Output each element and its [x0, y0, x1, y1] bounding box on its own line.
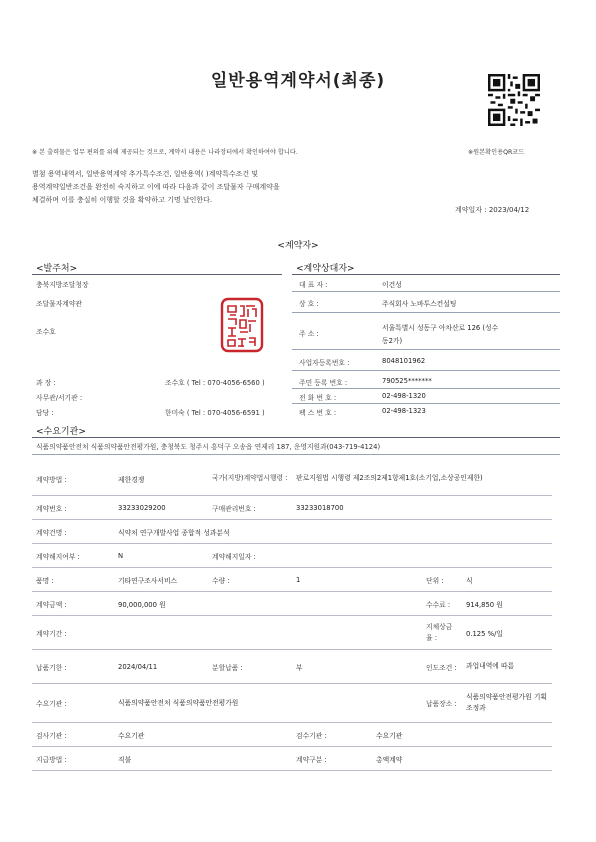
method-key: 계약방법 :	[32, 462, 114, 496]
address-label: 주 소 :	[299, 330, 319, 338]
table-row	[32, 592, 552, 616]
company-label: 상 호 :	[299, 300, 319, 308]
contractor-row-rule	[292, 291, 560, 292]
period-value	[114, 616, 372, 650]
staff-value: 한미숙 ( Tel : 070-4056-6591 )	[165, 409, 265, 417]
contractor-header: <계약상대자>	[296, 264, 355, 274]
delivery-cond-key: 인도조건 :	[422, 650, 462, 684]
fax-value: 02-498-1323	[382, 407, 426, 415]
parties-header: <계약자>	[277, 241, 319, 251]
address-value-1: 서울특별시 성동구 아차산로 126 (성수	[382, 324, 499, 332]
contractor-row-rule	[292, 312, 560, 313]
contract-no-key: 계약번호 :	[32, 496, 114, 520]
intro-line-2: 용역계약일반조건을 완전히 숙지하고 이에 따라 다음과 같이 조달물자 구매계약을	[32, 183, 280, 191]
contractor-row-rule	[292, 388, 560, 389]
contract-no-value: 33233029200	[114, 496, 208, 520]
demand-text: 식품의약품안전처 식품의약품안전평가원, 충청북도 청주시 흥덕구 오송읍 연제리 187, 운영지원과(043-719-4124)	[36, 443, 381, 451]
penalty-value: 0.125 %/일	[462, 616, 552, 650]
staff-label: 담당 :	[36, 409, 54, 417]
place-key: 납품장소 :	[422, 684, 462, 723]
cancel-value: N	[114, 544, 208, 568]
officer-label: 사무관/서기관 :	[36, 394, 83, 402]
intro-line-3: 체결하며 이를 충실히 이행할 것을 확약하고 기명 날인한다.	[32, 196, 213, 204]
demand-value: 식품의약품안전처 식품의약품안전평가원	[114, 684, 292, 723]
orderer-org: 충북지방조달청장	[36, 281, 89, 289]
table-row	[32, 747, 552, 771]
intro-line-1: 별첨 용역내역서, 일반용역계약 추가특수조건, 일반용역( )계약특수조건 및	[32, 170, 259, 178]
orderer-name: 조수호	[36, 328, 56, 336]
qty-value: 1	[292, 568, 372, 592]
req-no-value: 33233018700	[292, 496, 552, 520]
table-row	[32, 520, 552, 544]
disclaimer-notice: ※ 본 출력물은 업무 편의를 위해 제공되는 것으로, 계약서 내용은 나라장터에서 확인하여야 합니다.	[32, 149, 298, 156]
item-value: 기타연구조사서비스	[114, 568, 208, 592]
demand-rule	[32, 437, 560, 438]
tel-value: 02-498-1320	[382, 392, 426, 400]
table-row	[32, 462, 552, 496]
unit-key: 단위 :	[422, 568, 462, 592]
document-title: 일반용역계약서(최종)	[210, 71, 386, 91]
deadline-value: 2024/04/11	[114, 650, 208, 684]
address-value-2: 동2가)	[382, 337, 403, 345]
accept-key: 검수기관 :	[292, 723, 372, 747]
table-row	[32, 616, 552, 650]
qr-label: ※원본확인용QR코드	[468, 149, 525, 156]
subject-value: 식약처 연구개발사업 종합적 성과분석	[114, 520, 552, 544]
fee-value: 914,850 원	[462, 592, 552, 616]
inspect-key: 검사기관 :	[32, 723, 114, 747]
fax-label: 팩 스 번 호 :	[299, 409, 337, 417]
table-row	[32, 544, 552, 568]
accept-value: 수요기관	[372, 723, 552, 747]
cancel-key: 계약해지여부 :	[32, 544, 114, 568]
table-row	[32, 723, 552, 747]
bizno-label: 사업자등록번호 :	[299, 359, 350, 367]
table-row	[32, 496, 552, 520]
type-value: 총액계약	[372, 747, 552, 771]
rrn-value: 790525*******	[382, 377, 432, 385]
amount-value: 90,000,000 원	[114, 592, 372, 616]
inspect-value: 수요기관	[114, 723, 208, 747]
penalty-key: 지체상금율 :	[422, 616, 462, 650]
pay-key: 지급방법 :	[32, 747, 114, 771]
split-key: 분할납품 :	[208, 650, 292, 684]
req-no-key: 구매관리번호 :	[208, 496, 292, 520]
contract-date: 계약일자 : 2023/04/12	[455, 206, 530, 214]
period-key: 계약기간 :	[32, 616, 114, 650]
item-key: 품명 :	[32, 568, 114, 592]
demand-bottom-rule	[32, 454, 560, 455]
table-row	[32, 684, 552, 723]
pay-value: 직불	[114, 747, 208, 771]
bizno-value: 8048101962	[382, 357, 426, 365]
orderer-header: <발주처>	[36, 264, 78, 274]
qr-code-icon	[488, 74, 540, 126]
company-value: 주식회사 노바투스컨설팅	[382, 300, 457, 308]
section-chief-label: 과 장 :	[36, 379, 56, 387]
tel-label: 전 화 번 호 :	[299, 394, 337, 402]
place-value: 식품의약품안전평가원 기획조정과	[462, 684, 552, 723]
contractor-row-rule	[292, 370, 560, 371]
contractor-row-rule	[292, 349, 560, 350]
law-key: 국가(지방)계약법시행령 :	[208, 462, 292, 496]
contractor-rule	[292, 274, 560, 275]
contractor-row-rule	[292, 403, 560, 404]
section-chief-value: 조수호 ( Tel : 070-4056-6560 )	[165, 379, 265, 387]
split-value: 부	[292, 650, 372, 684]
demand-header: <수요기관>	[36, 427, 86, 437]
qty-key: 수량 :	[208, 568, 292, 592]
demand-key: 수요기관 :	[32, 684, 114, 723]
official-seal-icon	[220, 297, 264, 353]
orderer-rule	[32, 274, 282, 275]
type-key: 계약구분 :	[292, 747, 372, 771]
cancel-date-value	[292, 544, 552, 568]
delivery-cond-value: 과업내역에 따름	[462, 650, 552, 684]
contract-details-table	[32, 462, 552, 771]
deadline-key: 납품기한 :	[32, 650, 114, 684]
amount-key: 계약금액 :	[32, 592, 114, 616]
ceo-value: 이건성	[382, 281, 402, 289]
method-value: 제한경쟁	[114, 462, 208, 496]
fee-key: 수수료 :	[422, 592, 462, 616]
subject-key: 계약건명 :	[32, 520, 114, 544]
unit-value: 식	[462, 568, 552, 592]
cancel-date-key: 계약해지일자 :	[208, 544, 292, 568]
ceo-label: 대 표 자 :	[299, 281, 328, 289]
table-row	[32, 568, 552, 592]
law-value: 판로지원법 시행령 제2조의2제1항제1호(소기업,소상공인제한)	[292, 462, 552, 496]
table-row	[32, 650, 552, 684]
orderer-position: 조달물자계약관	[36, 300, 82, 308]
rrn-label: 주민 등록 번호 :	[299, 379, 348, 387]
